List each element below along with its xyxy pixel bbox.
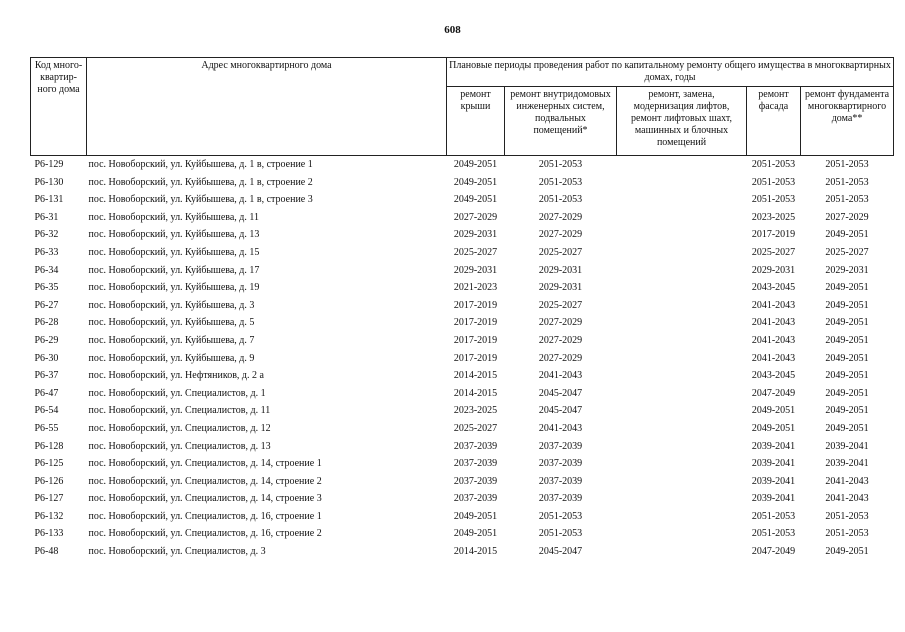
cell-engineering: 2041-2043: [538, 370, 583, 382]
cell-foundation: 2049-2051: [825, 229, 869, 241]
cell-address: пос. Новоборский, ул. Куйбышева, д. 19: [88, 282, 260, 294]
cell-code: Р6-55: [34, 422, 59, 434]
table-row: [31, 385, 894, 403]
cell-elevators: [617, 350, 747, 368]
cell-code: Р6-125: [34, 458, 64, 470]
cell-roof: 2014-2015: [453, 387, 498, 399]
cell-code: Р6-126: [34, 475, 64, 487]
cell-engineering: 2037-2039: [538, 440, 583, 452]
cell-roof: 2021-2023: [453, 282, 498, 294]
header-address: Адрес многоквартирного дома: [87, 58, 447, 156]
cell-address: пос. Новоборский, ул. Куйбышева, д. 1 в, строение 1: [88, 159, 313, 170]
cell-foundation: 2051-2053: [825, 528, 869, 540]
cell-facade: 2039-2041: [751, 475, 796, 487]
cell-roof: 2014-2015: [453, 370, 498, 382]
cell-address: пос. Новоборский, ул. Куйбышева, д. 1 в, строение 2: [88, 176, 313, 188]
cell-roof: 2017-2019: [453, 334, 498, 346]
cell-code: Р6-133: [34, 528, 64, 540]
header-foundation: ремонт фундамента многоквартирного дома**: [801, 87, 894, 156]
cell-foundation: 2049-2051: [825, 422, 869, 434]
cell-foundation: 2051-2053: [825, 194, 869, 206]
cell-engineering: 2027-2029: [538, 317, 583, 329]
cell-facade: 2047-2049: [751, 387, 796, 399]
cell-facade: 2047-2049: [751, 546, 796, 558]
cell-roof: 2029-2031: [453, 229, 498, 241]
cell-address: пос. Новоборский, ул. Нефтяников, д. 2 а: [88, 370, 264, 382]
cell-code: Р6-128: [34, 440, 64, 452]
cell-facade: 2043-2045: [751, 282, 796, 294]
cell-facade: 2039-2041: [751, 440, 796, 452]
header-code: Код много-квартир-ного дома: [31, 58, 87, 156]
table-row: [31, 279, 894, 297]
cell-address: пос. Новоборский, ул. Специалистов, д. 16, строение 1: [88, 510, 322, 522]
cell-address: пос. Новоборский, ул. Специалистов, д. 14, строение 2: [88, 475, 322, 487]
cell-facade: 2043-2045: [751, 370, 796, 382]
cell-facade: 2025-2027: [751, 246, 796, 258]
cell-engineering: 2051-2053: [538, 510, 583, 522]
cell-engineering: 2045-2047: [538, 387, 583, 399]
cell-code: Р6-132: [34, 510, 64, 522]
table-row: [31, 209, 894, 227]
cell-code: Р6-29: [34, 334, 59, 346]
cell-engineering: 2029-2031: [538, 264, 583, 276]
cell-facade: 2023-2025: [751, 211, 796, 223]
cell-facade: 2039-2041: [751, 493, 796, 505]
table-row: [31, 473, 894, 491]
table-row: [31, 402, 894, 420]
cell-engineering: 2025-2027: [538, 299, 583, 311]
cell-code: Р6-127: [34, 493, 64, 505]
table-row: [31, 297, 894, 315]
header-engineering: ремонт внутридомовых инженерных систем, подвальных помещений*: [505, 87, 617, 156]
cell-roof: 2017-2019: [453, 299, 498, 311]
cell-elevators: [617, 174, 747, 192]
cell-roof: 2014-2015: [453, 546, 498, 558]
cell-code: Р6-31: [34, 211, 59, 223]
cell-facade: 2051-2053: [751, 159, 796, 170]
cell-foundation: 2049-2051: [825, 387, 869, 399]
cell-code: Р6-47: [34, 387, 59, 399]
cell-address: пос. Новоборский, ул. Куйбышева, д. 15: [88, 246, 260, 258]
capital-repair-table: [30, 57, 894, 561]
cell-foundation: 2027-2029: [825, 211, 869, 223]
cell-elevators: [617, 490, 747, 508]
cell-address: пос. Новоборский, ул. Специалистов, д. 11: [88, 405, 271, 417]
cell-facade: 2051-2053: [751, 528, 796, 540]
cell-elevators: [617, 297, 747, 315]
page-number: 608: [444, 24, 461, 36]
cell-elevators: [617, 508, 747, 526]
cell-address: пос. Новоборский, ул. Специалистов, д. 3: [88, 546, 266, 558]
cell-address: пос. Новоборский, ул. Специалистов, д. 13: [88, 440, 271, 452]
cell-foundation: 2049-2051: [825, 370, 869, 382]
cell-facade: 2041-2043: [751, 317, 796, 329]
cell-engineering: 2025-2027: [538, 246, 583, 258]
cell-engineering: 2051-2053: [538, 176, 583, 188]
cell-facade: 2017-2019: [751, 229, 796, 241]
header-elevators: ремонт, замена, модернизация лифтов, ремонт лифтовых шахт, машинных и блочных помещений: [617, 87, 747, 156]
cell-engineering: 2037-2039: [538, 493, 583, 505]
table-row: [31, 490, 894, 508]
cell-engineering: 2045-2047: [538, 405, 583, 417]
table-row: [31, 508, 894, 526]
table-row: [31, 367, 894, 385]
table-row: [31, 156, 894, 174]
cell-elevators: [617, 209, 747, 227]
cell-address: пос. Новоборский, ул. Куйбышева, д. 5: [88, 317, 255, 329]
cell-engineering: 2027-2029: [538, 211, 583, 223]
cell-roof: 2037-2039: [453, 493, 498, 505]
cell-foundation: 2039-2041: [825, 458, 869, 470]
table-row: [31, 244, 894, 262]
cell-address: пос. Новоборский, ул. Куйбышева, д. 9: [88, 352, 255, 364]
cell-elevators: [617, 402, 747, 420]
cell-code: Р6-37: [34, 370, 59, 382]
cell-elevators: [617, 385, 747, 403]
cell-elevators: [617, 314, 747, 332]
cell-foundation: 2025-2027: [825, 246, 869, 258]
cell-elevators: [617, 244, 747, 262]
cell-engineering: 2027-2029: [538, 352, 583, 364]
cell-roof: 2025-2027: [453, 246, 498, 258]
cell-elevators: [617, 191, 747, 209]
cell-address: пос. Новоборский, ул. Куйбышева, д. 13: [88, 229, 260, 241]
table-row: [31, 226, 894, 244]
table-row: [31, 455, 894, 473]
cell-address: пос. Новоборский, ул. Куйбышева, д. 11: [88, 211, 260, 223]
table-row: [31, 438, 894, 456]
cell-code: Р6-54: [34, 405, 59, 417]
cell-foundation: 2049-2051: [825, 405, 869, 417]
cell-address: пос. Новоборский, ул. Куйбышева, д. 7: [88, 334, 255, 346]
cell-engineering: 2027-2029: [538, 229, 583, 241]
cell-roof: 2037-2039: [453, 475, 498, 487]
cell-foundation: 2051-2053: [825, 159, 869, 170]
cell-foundation: 2041-2043: [825, 475, 869, 487]
cell-code: Р6-30: [34, 352, 59, 364]
header-facade: ремонт фасада: [747, 87, 801, 156]
cell-engineering: 2037-2039: [538, 475, 583, 487]
cell-facade: 2049-2051: [751, 422, 796, 434]
cell-facade: 2051-2053: [751, 194, 796, 206]
cell-address: пос. Новоборский, ул. Специалистов, д. 12: [88, 422, 271, 434]
header-periods: Плановые периоды проведения работ по капитальному ремонту общего имущества в многоквартирных домах, годы: [447, 58, 894, 87]
cell-elevators: [617, 455, 747, 473]
header-roof: ремонт крыши: [447, 87, 505, 156]
cell-elevators: [617, 226, 747, 244]
cell-engineering: 2041-2043: [538, 422, 583, 434]
cell-elevators: [617, 156, 747, 174]
cell-foundation: 2049-2051: [825, 352, 869, 364]
cell-code: Р6-28: [34, 317, 59, 329]
cell-facade: 2041-2043: [751, 299, 796, 311]
table-row: [31, 420, 894, 438]
cell-foundation: 2029-2031: [825, 264, 869, 276]
cell-engineering: 2051-2053: [538, 194, 583, 206]
table-row: [31, 191, 894, 209]
table-row: [31, 350, 894, 368]
table-row: [31, 332, 894, 350]
cell-elevators: [617, 332, 747, 350]
cell-foundation: 2051-2053: [825, 510, 869, 522]
cell-elevators: [617, 262, 747, 280]
cell-foundation: 2051-2053: [825, 176, 869, 188]
cell-foundation: 2049-2051: [825, 282, 869, 294]
cell-engineering: 2051-2053: [538, 528, 583, 540]
table-body: [31, 156, 894, 561]
table-row: [31, 262, 894, 280]
cell-code: Р6-129: [34, 159, 64, 170]
cell-facade: 2029-2031: [751, 264, 796, 276]
cell-roof: 2027-2029: [453, 211, 498, 223]
table-row: [31, 525, 894, 543]
cell-code: Р6-33: [34, 246, 59, 258]
cell-code: Р6-131: [34, 194, 64, 206]
cell-roof: 2029-2031: [453, 264, 498, 276]
cell-code: Р6-130: [34, 176, 64, 188]
cell-elevators: [617, 367, 747, 385]
cell-roof: 2049-2051: [453, 159, 498, 170]
cell-roof: 2037-2039: [453, 458, 498, 470]
cell-foundation: 2049-2051: [825, 317, 869, 329]
cell-roof: 2023-2025: [453, 405, 498, 417]
cell-elevators: [617, 420, 747, 438]
cell-address: пос. Новоборский, ул. Специалистов, д. 1: [88, 387, 266, 399]
cell-roof: 2017-2019: [453, 352, 498, 364]
cell-code: Р6-48: [34, 546, 59, 558]
cell-foundation: 2039-2041: [825, 440, 869, 452]
cell-elevators: [617, 438, 747, 456]
cell-code: Р6-35: [34, 282, 59, 294]
table-row: [31, 174, 894, 192]
cell-roof: 2049-2051: [453, 194, 498, 206]
table-row: [31, 543, 894, 561]
cell-engineering: 2045-2047: [538, 546, 583, 558]
cell-elevators: [617, 525, 747, 543]
cell-facade: 2049-2051: [751, 405, 796, 417]
header-row-top: [31, 58, 894, 87]
table-row: [31, 314, 894, 332]
cell-address: пос. Новоборский, ул. Куйбышева, д. 1 в, строение 3: [88, 194, 313, 206]
cell-code: Р6-34: [34, 264, 59, 276]
cell-roof: 2025-2027: [453, 422, 498, 434]
cell-engineering: 2027-2029: [538, 334, 583, 346]
cell-facade: 2041-2043: [751, 334, 796, 346]
cell-address: пос. Новоборский, ул. Специалистов, д. 14, строение 1: [88, 458, 322, 470]
cell-foundation: 2049-2051: [825, 334, 869, 346]
cell-foundation: 2049-2051: [825, 546, 869, 558]
cell-elevators: [617, 543, 747, 561]
cell-code: Р6-32: [34, 229, 59, 241]
cell-facade: 2051-2053: [751, 510, 796, 522]
cell-roof: 2037-2039: [453, 440, 498, 452]
cell-roof: 2049-2051: [453, 510, 498, 522]
cell-code: Р6-27: [34, 299, 59, 311]
cell-foundation: 2049-2051: [825, 299, 869, 311]
cell-address: пос. Новоборский, ул. Специалистов, д. 16, строение 2: [88, 528, 322, 540]
cell-address: пос. Новоборский, ул. Куйбышева, д. 3: [88, 299, 255, 311]
cell-facade: 2051-2053: [751, 176, 796, 188]
cell-engineering: 2037-2039: [538, 458, 583, 470]
cell-address: пос. Новоборский, ул. Специалистов, д. 14, строение 3: [88, 493, 322, 505]
cell-roof: 2017-2019: [453, 317, 498, 329]
cell-roof: 2049-2051: [453, 528, 498, 540]
cell-elevators: [617, 279, 747, 297]
cell-address: пос. Новоборский, ул. Куйбышева, д. 17: [88, 264, 260, 276]
cell-facade: 2041-2043: [751, 352, 796, 364]
cell-engineering: 2029-2031: [538, 282, 583, 294]
cell-elevators: [617, 473, 747, 491]
cell-foundation: 2041-2043: [825, 493, 869, 505]
cell-engineering: 2051-2053: [538, 159, 583, 170]
cell-roof: 2049-2051: [453, 176, 498, 188]
cell-facade: 2039-2041: [751, 458, 796, 470]
